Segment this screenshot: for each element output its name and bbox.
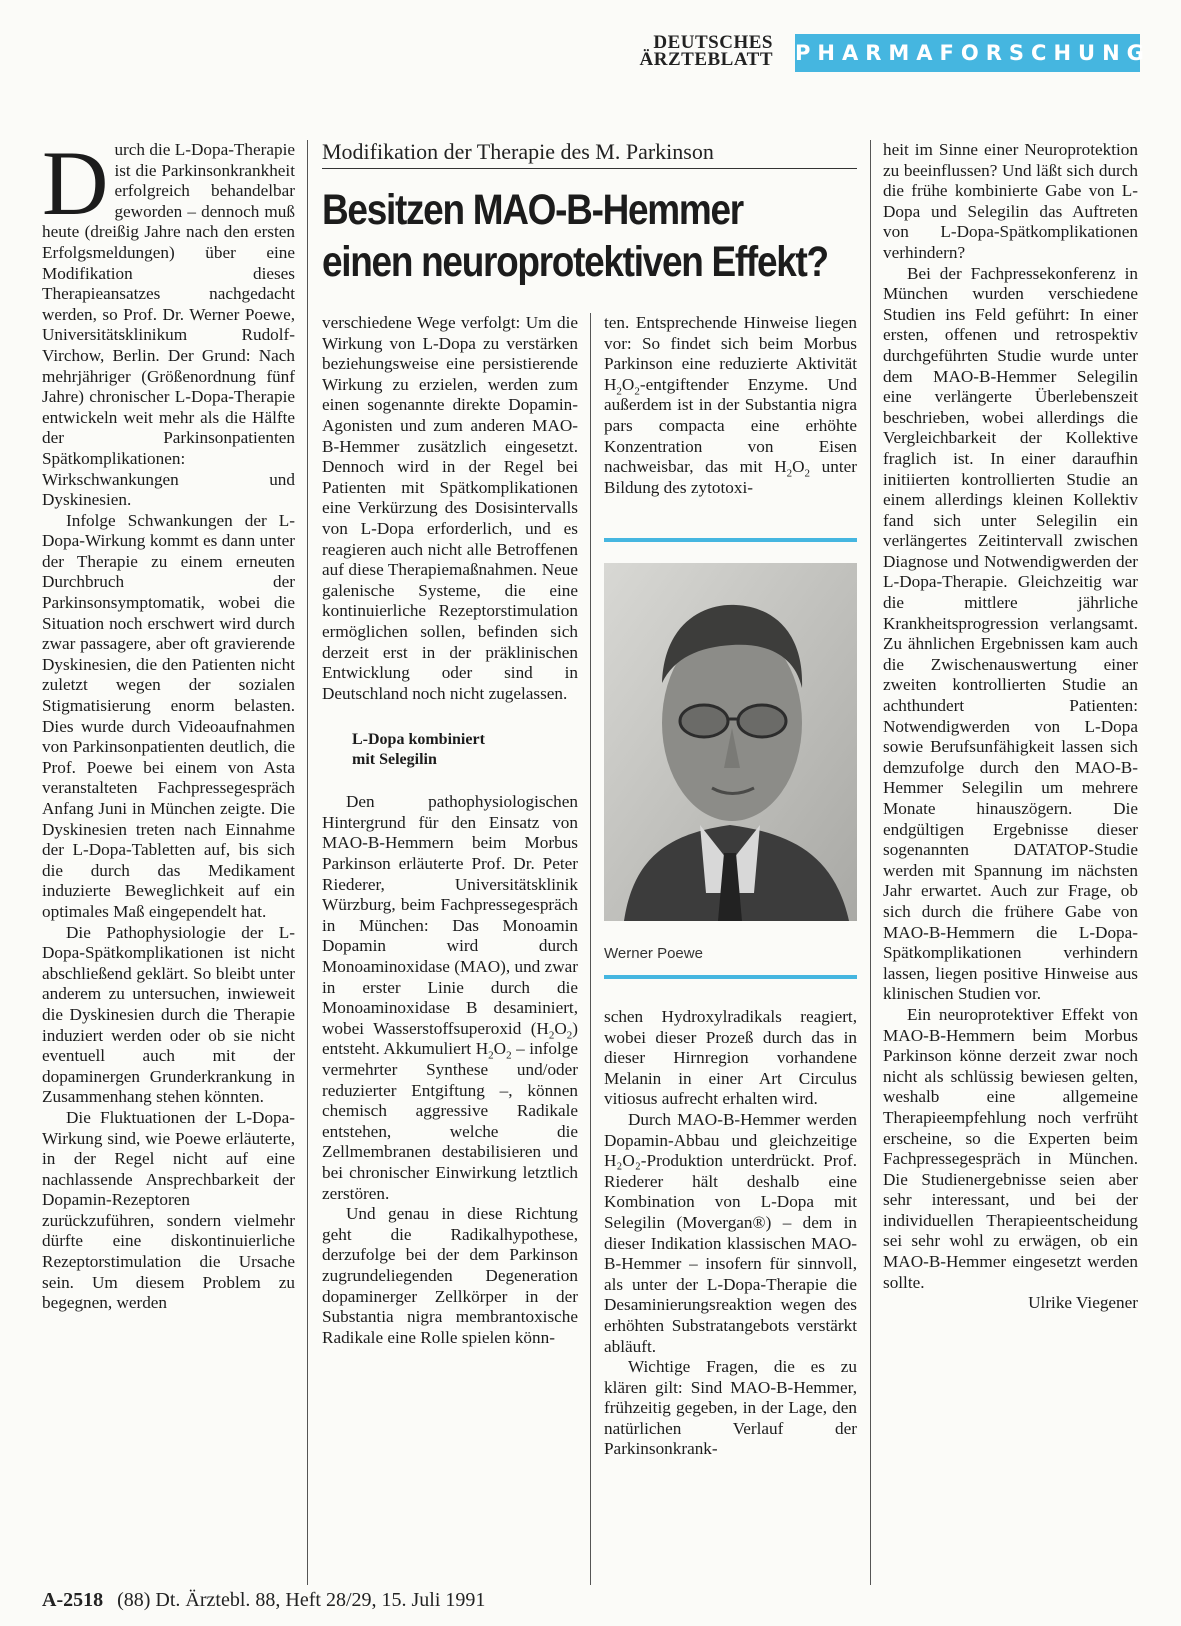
subscript: 2 [804, 467, 811, 480]
section-subhead [322, 730, 578, 770]
citation: (88) Dt. Ärztebl. 88, Heft 28/29, 15. Juli 1991 [117, 1589, 486, 1611]
article-kicker: Modifikation der Therapie des M. Parkinson [322, 138, 857, 169]
paragraph: Und genau in diese Richtung geht die Radikalhypothese, derzufolge bei der dem Parkinson zugrundeliegenden Degeneration dopaminerger Zellkörper in der Substantia nigra membrantoxische Radikale eine Rolle spielen könn- [322, 1204, 578, 1347]
paragraph [604, 313, 857, 498]
photo-bottom-rule [604, 975, 857, 979]
masthead-line2: ÄRZTEBLATT [639, 49, 773, 70]
photo-caption: Werner Poewe [604, 945, 703, 962]
paragraph-text: -entgiftender Enzyme. Und außerdem ist in der Substantia nigra pars compacta eine erhöhte Konzentration von Eisen nachweisbar, das mit H [604, 374, 857, 477]
headline-line1: Besitzen MAO-B-Hemmer [322, 186, 743, 234]
paragraph: Infolge Schwankungen der L-Dopa-Wirkung kommt es dann unter der Therapie zu einem erneuten Durchbruch der Parkinsonsymptomatik, wobei die Situation noch erschwert wird durch zwar passagere, aber oft gravierende Dyskinesien, die den Patienten nicht zuletzt wegen der sozialen Stigmatisierung enorm belasten. Dies wurde durch Videoaufnahmen von Parkinsonpatienten deutlich, die Prof. Poewe bei einem von Asta veranstalteten Fachpressegespräch Anfang Juni in München zeigte. Die Dyskinesien treten nach Einnahme der L-Dopa-Tabletten auf, bis sich die durch das Medikament induzierte Beweglichkeit auf ein optimales Maß eingependelt hat. [42, 510, 295, 921]
paragraph: verschiedene Wege verfolgt: Um die Wirkung von L-Dopa zu verstärken beziehungsweise eine persistierende Wirkung zu erzielen, werden zum einen sogenannte direkte Dopamin-Agonisten und zum anderen MAO-B-Hemmer zusätzlich eingesetzt. Dennoch wird in der Regel bei Patienten mit Spätkomplikationen eine Verkürzung des Dosisintervalls von L-Dopa erforderlich, und es reagieren auch nicht alle Betroffenen auf diese Therapiemaßnahmen. Neue galenische Systeme, die eine kontinuierliche Rezeptorstimulation ermöglichen sollen, befinden sich derzeit erst in der präklinischen Entwicklung oder sind in Deutschland noch nicht zugelassen. [322, 313, 578, 703]
photo-top-rule [604, 538, 857, 542]
page-number: A-2518 [42, 1589, 104, 1611]
article-column-3 [604, 313, 857, 498]
subhead-line2: mit Selegilin [352, 751, 437, 769]
masthead-logo [603, 34, 773, 68]
column-divider [870, 140, 871, 1585]
paragraph-text: O [621, 374, 635, 394]
paragraph: Durch MAO-B-Hemmer werden Dopamin-Abbau und gleichzeitige H₂O₂-Produktion unterdrückt. Prof. Riederer hält deshalb eine Kombination von L-Dopa mit Selegilin (Movergan®) – dem in dieser Indikation klassischen MAO-B-Hemmer – insofern für sinnvoll, als unter der L-Dopa-Therapie die Desaminierungsreaktion wegen des erhöhten Substratangebots verstärkt abläuft. [604, 1109, 857, 1356]
subscript: 2 [488, 1049, 494, 1062]
author-signature: Ulrike Viegener [1028, 1293, 1138, 1313]
paragraph [322, 792, 578, 1204]
article-column-1 [42, 132, 295, 1314]
subscript: 2 [634, 385, 640, 398]
paragraph-text: O [792, 457, 805, 477]
paragraph: Die Pathophysiologie der L-Dopa-Spätkomplikationen ist nicht abschließend geklärt. So bleibt unter anderem zu untersuchen, inwieweit die Dyskinesien durch die Therapie induziert werden oder ob sie nicht eventuell auch mit der dopaminergen Grunderkrankung in Zusammenhang stehen könnten. [42, 922, 295, 1107]
subscript: 2 [506, 1049, 512, 1062]
page-footer [42, 1588, 485, 1612]
paragraph-text: – infolge vermehrter Synthese und/oder reduzierter Entgiftung –, können chemisch aggressive Radikale entstehen, welche die Zellmembranen destabilisieren und bei chronischer Einwirkung letztlich zerstören. [322, 1039, 578, 1203]
column-divider [590, 313, 591, 1585]
paragraph-text: O [554, 1018, 567, 1038]
subhead-line1: L-Dopa kombiniert [352, 731, 485, 749]
paragraph: Ein neuroprotektiver Effekt von MAO-B-Hemmern beim Morbus Parkinson könne derzeit zwar noch nicht als schlüssig bewiesen gelten, weshalb eine allgemeine Therapieempfehlung noch verfrüht erscheine, so die Experten beim Fachpressegespräch in München. Die Studienergebnisse seien aber sehr interessant, und bei der individuellen Therapieentscheidung sei sehr wohl zu erwägen, ob ein MAO-B-Hemmer eingesetzt werden sollte. [883, 1004, 1138, 1292]
paragraph-text: Den pathophysiologischen Hintergrund für den Einsatz von MAO-B-Hemmern beim Morbus Parkinson erläuterte Prof. Dr. Peter Riederer, Universitätsklinik Würzburg, beim Fachpressegespräch in München: Das Monoamin Dopamin wird durch Monoaminoxidase (MAO), und zwar in erster Linie durch die Monoaminoxidase B desaminiert, wobei Wasserstoffsuperoxid (H [322, 792, 578, 1038]
paragraph: Die Fluktuationen der L-Dopa-Wirkung sind, wie Poewe erläuterte, in der Regel nicht auf eine nachlassende Ansprechbarkeit der Dopamin-Rezeptoren zurückzuführen, sondern vielmehr dürfte eine diskontinuierliche Rezeptorstimulation die Ursache sein. Um diesem Problem zu begegnen, werden [42, 1107, 295, 1313]
portrait-illustration [604, 563, 857, 921]
subscript: 2 [616, 385, 622, 398]
paragraph-text: ten. Entsprechende Hinweise liegen vor: So findet sich beim Morbus Parkinson eine reduzierte Aktivität H [604, 313, 857, 394]
subscript: 2 [548, 1029, 555, 1042]
column-divider [307, 140, 308, 1585]
headline-line2: einen neuroprotektiven Effekt? [322, 238, 828, 286]
drop-cap: D [42, 132, 109, 234]
paragraph [42, 132, 295, 511]
paragraph-text: ) entsteht. Akkumuliert H [322, 1018, 578, 1059]
subscript: 2 [786, 467, 793, 480]
paragraph-text: unter Bildung des zytotoxi- [604, 457, 857, 497]
article-column-3-continued [604, 1007, 857, 1460]
paragraph: schen Hydroxylradikals reagiert, wobei dieser Prozeß durch das in dieser Hirnregion vorhandene Melanin in einer Art Circulus vitiosus aufrecht erhalten wird. [604, 1007, 857, 1109]
subscript: 2 [566, 1029, 573, 1042]
article-column-2 [322, 313, 578, 1348]
section-banner: PHARMAFORSCHUNG [795, 34, 1140, 72]
paragraph: Bei der Fachpressekonferenz in München wurden verschiedene Studien ins Feld geführt: In einer ersten, offenen und retrospektiv durchgeführten Studie wurde unter dem MAO-B-Hemmer Selegilin eine verlängerte Überlebenszeit beschrieben, wobei allerdings die Vergleichbarkeit der Kollektive fraglich ist. In einer daraufhin initiierten kontrollierten Studie an einem allerdings kleinen Kollektiv fand sich unter Selegilin ein verlängertes Zeitintervall zwischen Diagnose und Notwendigwerden der L-Dopa-Therapie. Gleichzeitig war die mittlere jährliche Krankheitsprogression verlangsamt. Zu ähnlichen Ergebnissen kam auch die Zwischenauswertung einer zweiten kontrollierten Studie an achthundert Patienten: Notwendigwerden von L-Dopa sowie Berufsunfähigkeit lassen sich demzufolge durch den MAO-B-Hemmer Selegilin um mehrere Monate hinauszögern. Die endgültigen Ergebnisse dieser sogenannten DATATOP-Studie werden mit Spannung im nächsten Jahr erwartet. Auch zur Frage, ob sich durch die frühere Gabe von MAO-B-Hemmern die L-Dopa-Spätkomplikationen verhindern lassen, liegen positive Hinweise aus klinischen Studien vor. [883, 263, 1138, 1004]
article-column-4 [883, 140, 1138, 1314]
paragraph: Wichtige Fragen, die es zu klären gilt: Sind MAO-B-Hemmer, frühzeitig gegeben, in der Lage, den natürlichen Verlauf der Parkinsonkrank- [604, 1357, 857, 1459]
paragraph: heit im Sinne einer Neuroprotektion zu beeinflussen? Und läßt sich durch die frühe kombinierte Gabe von L-Dopa und Selegilin das Auftreten von L-Dopa-Spätkomplikationen verhindern? [883, 140, 1138, 262]
portrait-photo [604, 563, 857, 921]
paragraph-text: O [493, 1039, 507, 1059]
masthead-line1: DEUTSCHES [653, 32, 773, 53]
article-headline [322, 184, 828, 288]
paragraph-text: urch die L-Dopa-Therapie ist die Parkinsonkrankheit erfolgreich behandelbar geworden – dennoch muß heute (dreißig Jahre nach den ersten Erfolgsmeldungen) über eine Modifikation dieses Therapieansatzes nachgedacht werden, so Prof. Dr. Werner Poewe, Universitätsklinikum Rudolf-Virchow, Berlin. Der Grund: Nach mehrjähriger (Größenordnung fünf Jahre) chronischer L-Dopa-Therapie entwickeln weit mehr als die Hälfte der Parkinsonpatienten Spätkomplikationen: Wirkschwankungen und Dyskinesien. [42, 140, 295, 510]
